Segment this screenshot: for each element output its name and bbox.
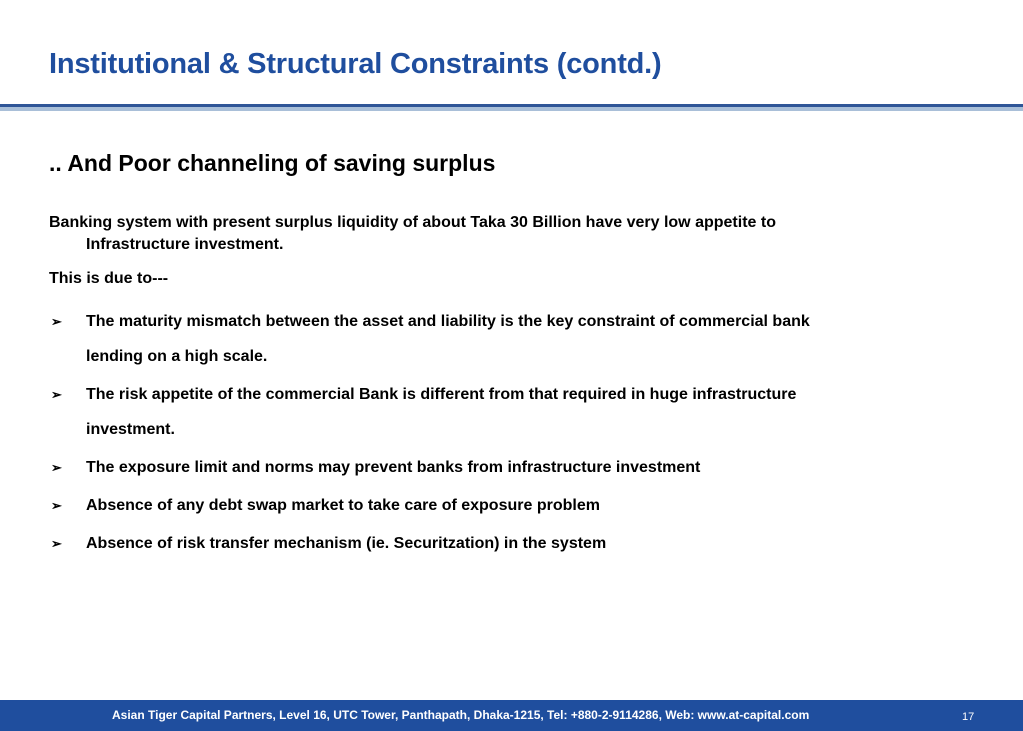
page-number: 17 [962,711,975,723]
section-subheading: .. And Poor channeling of saving surplus [49,150,496,176]
bullet-item [49,488,969,523]
bullet-list [49,304,969,564]
intro-line-1: Banking system with present surplus liquidity of about Taka 30 Billion have very low appetite to [49,214,776,231]
footer-bar [0,700,1023,731]
arrow-bullet-icon: ➢ [51,460,62,475]
arrow-bullet-icon: ➢ [51,387,62,402]
bullet-text: Absence of risk transfer mechanism (ie. Securitzation) in the system [86,535,607,552]
bullet-text: The exposure limit and norms may prevent banks from infrastructure investment [86,459,701,476]
arrow-bullet-icon: ➢ [51,536,62,551]
intro-line-2: Infrastructure investment. [86,236,284,253]
due-to-label: This is due to--- [49,270,169,287]
bullet-text-continued: investment. [86,421,175,438]
bullet-item [49,377,969,447]
bullet-text: The maturity mismatch between the asset and liability is the key constraint of commercial bank [86,313,810,330]
arrow-bullet-icon: ➢ [51,498,62,513]
bullet-text: Absence of any debt swap market to take care of exposure problem [86,497,600,514]
footer-contact-info: Asian Tiger Capital Partners, Level 16, UTC Tower, Panthapath, Dhaka-1215, Tel: +880-2-9114286, Web: www.at-capital.com [112,708,810,722]
title-divider-shadow [0,107,1023,111]
intro-paragraph [49,212,949,256]
slide-title: Institutional & Structural Constraints (contd.) [49,48,662,80]
bullet-item [49,304,969,374]
bullet-item [49,450,969,485]
bullet-text-continued: lending on a high scale. [86,348,268,365]
arrow-bullet-icon: ➢ [51,314,62,329]
bullet-item [49,526,969,561]
bullet-text: The risk appetite of the commercial Bank is different from that required in huge infrastructure [86,386,797,403]
